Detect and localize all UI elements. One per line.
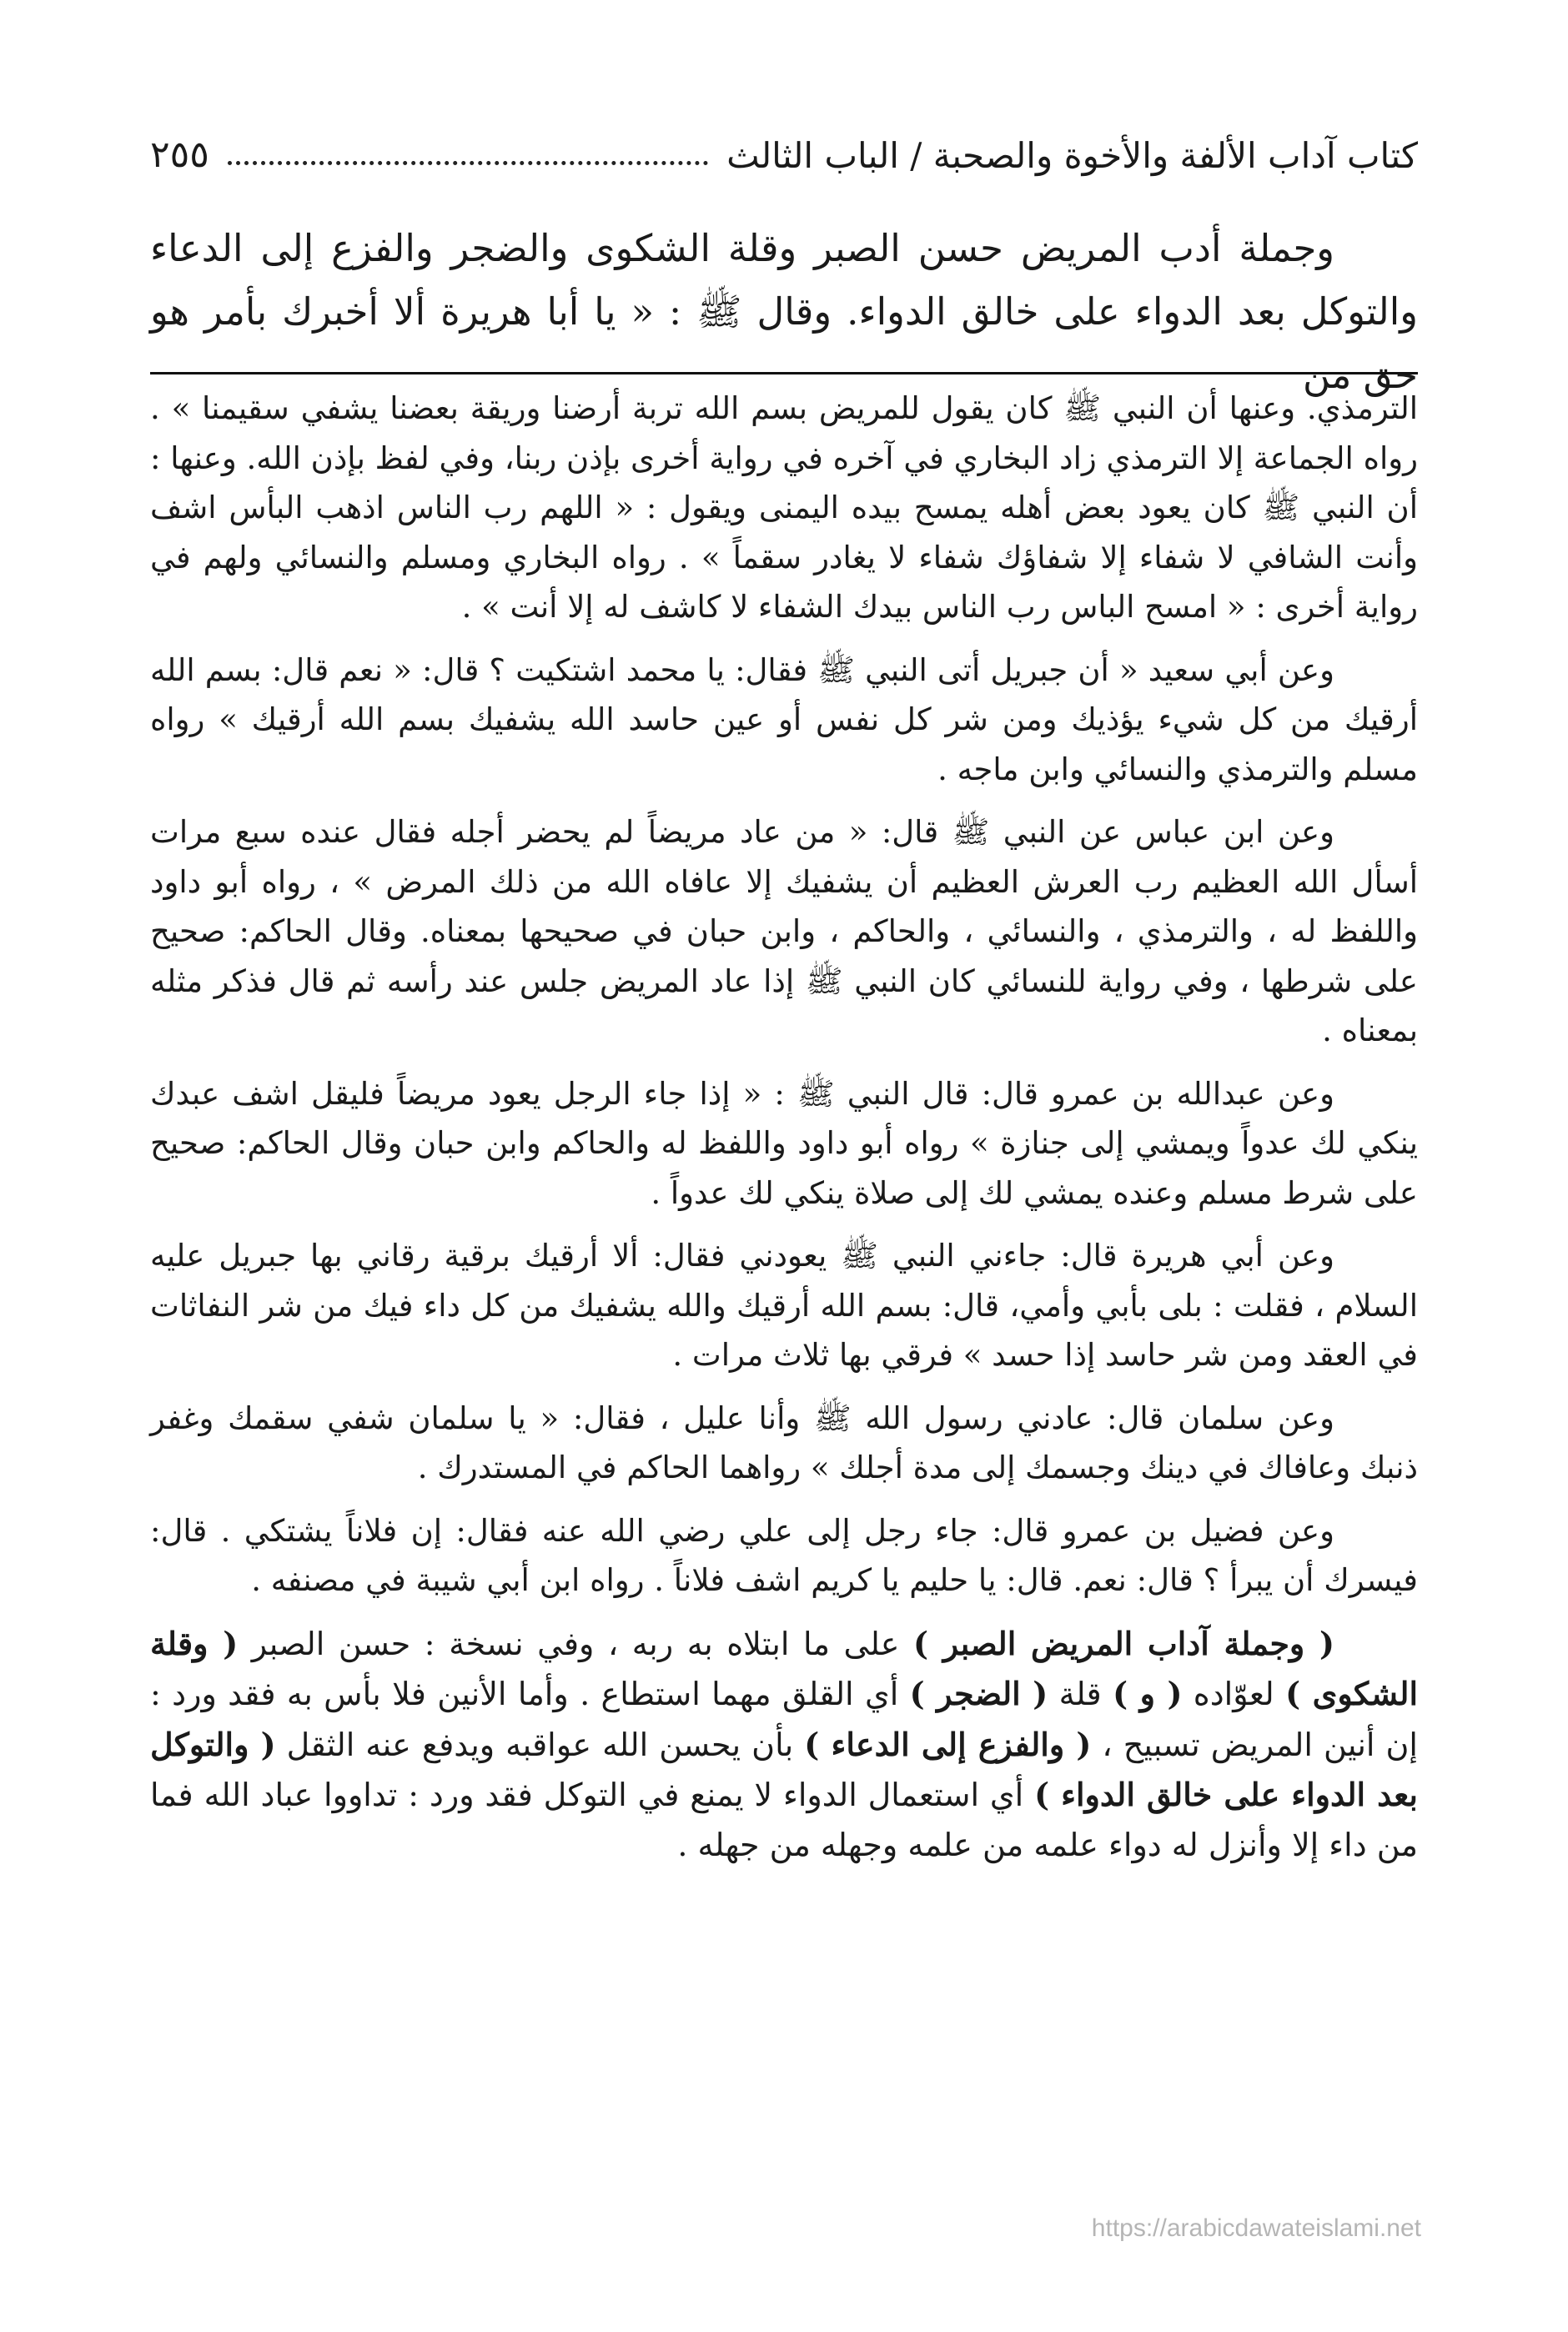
sharh-quote: ( و ) (1113, 1675, 1183, 1712)
dotted-leader (228, 161, 708, 165)
book-chapter-title: كتاب آداب الألفة والأخوة والصحبة / الباب الثالث (726, 135, 1418, 176)
sharh-paragraph (150, 1619, 1418, 1871)
sharh-quote: ( والفزع إلى الدعاء ) (804, 1725, 1092, 1763)
sharh-text: أي استعمال الدواء لا يمنع في التوكل فقد ورد : تداووا عباد الله فما من داء إلا وأنزل له دواء علمه من علمه وجهله من جهله . (150, 1777, 1418, 1863)
hadith-paragraph: وعن أبي سعيد « أن جبريل أتى النبي ﷺ فقال: يا محمد اشتكيت ؟ قال: « نعم قال: بسم الله أرقيك من كل شيء يؤذيك ومن شر كل نفس أو عين حاسد الله يشفيك بسم الله أرقيك » رواه مسلم والترمذي والنسائي وابن ماجه . (150, 651, 1418, 787)
sharh-quote: ( الضجر ) (909, 1675, 1048, 1712)
page-number: ٢٥٥ (150, 133, 209, 176)
hadith-paragraph: وعن ابن عباس عن النبي ﷺ قال: « من عاد مريضاً لم يحضر أجله فقال عنده سبع مرات أسأل الله العظيم رب العرش العظيم أن يشفيك إلا عافاه الله من ذلك المرض » ، رواه أبو داود واللفظ له ، والترمذي ، والنسائي ، والحاكم ، وابن حبان في صحيحها بمعناه. وقال الحاكم: صحيح على شرطها ، وفي رواية للنسائي كان النبي ﷺ إذا عاد المريض جلس عند رأسه ثم قال فذكر مثله بمعناه . (150, 814, 1418, 1048)
sharh-text: على ما ابتلاه به ربه ، وفي نسخة : حسن الصبر (238, 1625, 914, 1662)
hadith-paragraph: وعن عبدالله بن عمرو قال: قال النبي ﷺ : « إذا جاء الرجل يعود مريضاً فليقل اشف عبدك ينكي لك عدواً ويمشي إلى جنازة » رواه أبو داود واللفظ له والحاكم وابن حبان وقال الحاكم: صحيح على شرط مسلم وعنده يمشي لك إلى صلاة ينكي لك عدواً . (150, 1075, 1418, 1211)
commentary-block (150, 384, 1418, 1883)
sharh-text: أي القلق مهما استطاع . وأما الأنين فلا بأس به فقد ورد : إن أنين المريض تسبيح ، (150, 1676, 1418, 1763)
main-text-paragraph: وجملة أدب المريض حسن الصبر وقلة الشكوى والضجر والفزع إلى الدعاء والتوكل بعد الدواء على خالق الدواء. وقال ﷺ : « يا أبا هريرة ألا أخبرك بأمر هو حق من (150, 226, 1418, 397)
sharh-text: لعوّاده (1182, 1676, 1286, 1712)
hadith-paragraph: وعن سلمان قال: عادني رسول الله ﷺ وأنا عليل ، فقال: « يا سلمان شفي سقمك وغفر ذنبك وعافاك في دينك وجسمك إلى مدة أجلك » رواهما الحاكم في المستدرك . (150, 1400, 1418, 1485)
hadith-paragraph: وعن فضيل بن عمرو قال: جاء رجل إلى علي رضي الله عنه فقال: إن فلاناً يشتكي . قال: فيسرك أن يبرأ ؟ قال: نعم. قال: يا حليم يا كريم اشف فلاناً . رواه ابن أبي شيبة في مصنفه . (150, 1512, 1418, 1598)
hadith-paragraph: الترمذي. وعنها أن النبي ﷺ كان يقول للمريض بسم الله تربة أرضنا وريقة بعضنا يشفي سقيمنا » . رواه الجماعة إلا الترمذي زاد البخاري في آخره في رواية أخرى بإذن ربنا، وفي لفظ بإذن الله. وعنها : أن النبي ﷺ كان يعود بعض أهله يمسح بيده اليمنى ويقول : « اللهم رب الناس اذهب البأس اشف وأنت الشافي لا شفاء إلا شفاؤك شفاء لا يغادر سقماً » . رواه البخاري ومسلم والنسائي ولهم في رواية أخرى : « امسح الباس رب الناس بيدك الشفاء لا كاشف له إلا أنت » . (150, 390, 1418, 625)
main-text (150, 217, 1418, 407)
sharh-quote: ( وجملة آداب المريض الصبر ) (913, 1624, 1335, 1662)
running-header (150, 115, 1418, 176)
sharh-quote: ( وقلة الشكوى ) (150, 1624, 1419, 1712)
hadith-paragraph: وعن أبي هريرة قال: جاءني النبي ﷺ يعودني فقال: ألا أرقيك برقية رقاني بها جبريل عليه السلام ، فقلت : بلى بأبي وأمي، قال: بسم الله أرقيك والله يشفيك من كل داء فيك من شر النفاثات في العقد ومن شر حاسد إذا حسد » فرقي بها ثلاث مرات . (150, 1238, 1418, 1373)
sharh-text: بأن يحسن الله عواقبه ويدفع عنه الثقل (275, 1726, 805, 1763)
sharh-quote: ( والتوكل بعد الدواء على خالق الدواء ) (150, 1725, 1418, 1813)
footnote-divider (150, 372, 1418, 374)
sharh-text: قلة (1048, 1676, 1113, 1712)
site-watermark: https://arabicdawateislami.net (1091, 2214, 1421, 2242)
